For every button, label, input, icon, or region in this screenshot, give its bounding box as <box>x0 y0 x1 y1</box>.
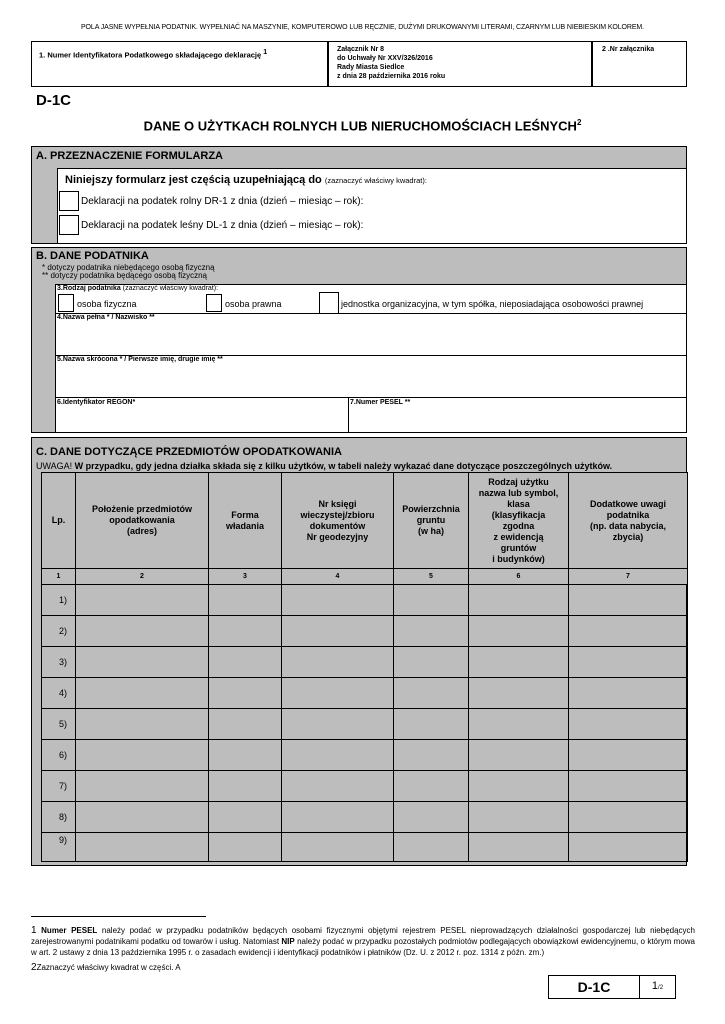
table-row <box>42 616 688 647</box>
checkbox-person[interactable] <box>58 294 74 312</box>
row-number: 4) <box>42 678 76 709</box>
fn1-bold-1: Numer PESEL <box>41 926 98 935</box>
section-b-heading: B. DANE PODATNIKA <box>36 250 149 262</box>
annex-line1: Załącznik Nr 8 <box>337 46 385 53</box>
cell-area[interactable] <box>394 771 469 802</box>
page-number: 1 <box>651 980 659 992</box>
cell-area[interactable] <box>394 616 469 647</box>
col-header-land-register: Nr księgi wieczystej/zbioru dokumentów Nr geodezyjny <box>282 473 394 569</box>
row-number: 3) <box>42 647 76 678</box>
cell-remarks[interactable] <box>569 647 688 678</box>
field6-label: 6.Identyfikator REGON* <box>57 399 136 406</box>
table-row <box>42 833 688 862</box>
table-row <box>42 771 688 802</box>
cell-area[interactable] <box>394 647 469 678</box>
cell-ownership[interactable] <box>209 802 282 833</box>
cell-ownership[interactable] <box>209 740 282 771</box>
table-row <box>42 585 688 616</box>
cell-land-type[interactable] <box>469 678 569 709</box>
col-header-location: Położenie przedmiotów opodatkowania (adres) <box>76 473 209 569</box>
checkbox-org[interactable] <box>319 292 339 314</box>
pesel-field[interactable] <box>348 397 687 433</box>
annex-line2: do Uchwały Nr XXV/326/2016 <box>337 55 433 62</box>
cell-area[interactable] <box>394 709 469 740</box>
bottom-form-code: D-1C <box>577 979 611 995</box>
footnote-2 <box>31 962 181 973</box>
cell-land-type[interactable] <box>469 585 569 616</box>
cell-ownership[interactable] <box>209 833 282 862</box>
cell-land-type[interactable] <box>469 616 569 647</box>
cell-land-register[interactable] <box>282 585 394 616</box>
col-number: 3 <box>209 569 282 585</box>
field4-label: 4.Nazwa pełna * / Nazwisko ** <box>57 314 155 321</box>
fn2-text: Zaznaczyć właściwy kwadrat w części. A <box>36 963 181 972</box>
note-person: ** dotyczy podatnika będącego osobą fizyczną <box>42 271 207 280</box>
cell-land-type[interactable] <box>469 771 569 802</box>
col-number: 7 <box>569 569 688 585</box>
cell-area[interactable] <box>394 833 469 862</box>
option-dl1-label: Deklaracji na podatek leśny DL-1 z dnia (dzień – miesiąc – rok): <box>81 220 364 231</box>
fn1-bold-2: NIP <box>281 937 295 946</box>
cell-land-register[interactable] <box>282 678 394 709</box>
cell-area[interactable] <box>394 678 469 709</box>
cell-ownership[interactable] <box>209 616 282 647</box>
cell-location[interactable] <box>76 585 209 616</box>
cell-land-register[interactable] <box>282 647 394 678</box>
col-header-land-type: Rodzaj użytku nazwa lub symbol, klasa (klasyfikacja zgodna z ewidencją gruntów i budynków) <box>469 473 569 569</box>
page-title-sup: 2 <box>576 118 582 127</box>
fn1-mark: 1 <box>31 925 37 936</box>
form-code: D-1C <box>36 92 72 109</box>
page-title-text: DANE O UŻYTKACH ROLNYCH LUB NIERUCHOMOŚCIACH LEŚNYCH <box>143 118 577 134</box>
cell-location[interactable] <box>76 833 209 862</box>
page-total: /2 <box>658 985 664 991</box>
cell-ownership[interactable] <box>209 678 282 709</box>
table-row <box>42 709 688 740</box>
footnote-divider <box>31 916 206 917</box>
table-row <box>42 647 688 678</box>
cell-remarks[interactable] <box>569 833 688 862</box>
annex-number-label: 2 .Nr załącznika <box>602 46 655 53</box>
col-number: 2 <box>76 569 209 585</box>
row-number: 8) <box>42 802 76 833</box>
cell-location[interactable] <box>76 616 209 647</box>
cell-remarks[interactable] <box>569 740 688 771</box>
cell-remarks[interactable] <box>569 771 688 802</box>
col-number: 4 <box>282 569 394 585</box>
col-number: 6 <box>469 569 569 585</box>
cell-location[interactable] <box>76 740 209 771</box>
nip-field[interactable] <box>31 41 328 87</box>
column-number-row <box>42 569 688 585</box>
col-header-remarks: Dodatkowe uwagi podatnika (np. data nabycia, zbycia) <box>569 473 688 569</box>
cell-ownership[interactable] <box>209 709 282 740</box>
parcels-table <box>41 472 688 862</box>
nip-sup: 1 <box>263 49 268 56</box>
field7-label: 7.Numer PESEL ** <box>350 399 411 406</box>
option-legal-label: osoba prawna <box>225 299 282 309</box>
option-person-label: osoba fizyczna <box>77 299 137 309</box>
bottom-code-box <box>548 975 640 999</box>
full-name-field[interactable] <box>55 313 687 356</box>
cell-location[interactable] <box>76 802 209 833</box>
cell-remarks[interactable] <box>569 585 688 616</box>
field3-label: 3.Rodzaj podatnika <box>57 285 121 292</box>
cell-remarks[interactable] <box>569 616 688 647</box>
annex-line3: Rady Miasta Siedlce <box>337 64 405 71</box>
col-header-area: Powierzchnia gruntu (w ha) <box>394 473 469 569</box>
top-instruction: POLA JASNE WYPEŁNIA PODATNIK. WYPEŁNIAĆ NA MASZYNIE, KOMPUTEROWO LUB RĘCZNIE, DUŻYMI DRUKOWANYMI LITERAMI, CZARNYM LUB NIEBIESKIM KOLOREM. <box>80 24 644 31</box>
nip-label: 1. Numer Identyfikatora Podatkowego składającego deklarację <box>39 50 262 60</box>
cell-area[interactable] <box>394 802 469 833</box>
cell-area[interactable] <box>394 740 469 771</box>
cell-land-register[interactable] <box>282 709 394 740</box>
footnote-1 <box>31 925 695 958</box>
option-org-label: jednostka organizacyjna, w tym spółka, nieposiadająca osobowości prawnej <box>341 299 644 309</box>
row-number: 6) <box>42 740 76 771</box>
cell-land-type[interactable] <box>469 833 569 862</box>
page-title <box>0 118 725 133</box>
cell-land-register[interactable] <box>282 833 394 862</box>
purpose-intro: Niniejszy formularz jest częścią uzupełniającą do <box>65 174 322 186</box>
cell-remarks[interactable] <box>569 678 688 709</box>
fn2-mark: 2 <box>31 962 37 973</box>
col-header-ownership: Forma władania <box>209 473 282 569</box>
row-number: 9) <box>42 833 76 862</box>
cell-land-type[interactable] <box>469 709 569 740</box>
cell-land-register[interactable] <box>282 771 394 802</box>
cell-land-type[interactable] <box>469 802 569 833</box>
cell-land-register[interactable] <box>282 802 394 833</box>
col-number: 5 <box>394 569 469 585</box>
warning-text: W przypadku, gdy jedna działka składa się z kilku użytków, w tabeli należy wykazać dane dotyczące poszczególnych użytków. <box>72 461 613 471</box>
warning-prefix: UWAGA! <box>36 461 73 471</box>
checkbox-legal[interactable] <box>206 294 222 312</box>
cell-remarks[interactable] <box>569 709 688 740</box>
cell-remarks[interactable] <box>569 802 688 833</box>
checkbox-dl1[interactable] <box>59 215 79 235</box>
col-number: 1 <box>42 569 76 585</box>
cell-land-type[interactable] <box>469 647 569 678</box>
row-number: 1) <box>42 585 76 616</box>
field3-note: (zaznaczyć właściwy kwadrat): <box>122 285 219 292</box>
purpose-intro-note: (zaznaczyć właściwy kwadrat): <box>324 176 427 185</box>
table-row <box>42 802 688 833</box>
row-number: 5) <box>42 709 76 740</box>
row-number: 2) <box>42 616 76 647</box>
row-number: 7) <box>42 771 76 802</box>
table-row <box>42 678 688 709</box>
cell-location[interactable] <box>76 647 209 678</box>
cell-land-type[interactable] <box>469 740 569 771</box>
col-header-lp: Lp. <box>42 473 76 569</box>
warning <box>36 461 612 471</box>
table-row <box>42 740 688 771</box>
annex-box <box>328 41 592 87</box>
cell-area[interactable] <box>394 585 469 616</box>
page-number-box <box>639 975 676 999</box>
table-header-row <box>42 473 688 569</box>
section-c-heading: C. DANE DOTYCZĄCE PRZEDMIOTÓW OPODATKOWANIA <box>36 446 342 458</box>
taxpayer-type-field <box>55 284 687 314</box>
cell-location[interactable] <box>76 678 209 709</box>
section-a-heading: A. PRZEZNACZENIE FORMULARZA <box>36 150 223 162</box>
fn1-text-1: należy podać w przypadku podatników będących osobami fizycznymi objętymi rejestrem PESEL nieprowadzących działalności gospodarczej lub niebędących zarejestrowanymi podatnikami podatku od towarów i usług. Natomiast <box>31 926 696 946</box>
regon-field[interactable] <box>55 397 349 433</box>
checkbox-dr1[interactable] <box>59 191 79 211</box>
cell-ownership[interactable] <box>209 585 282 616</box>
note-legal: * dotyczy podatnika niebędącego osobą fizyczną <box>42 263 215 272</box>
annex-number-field[interactable] <box>592 41 687 87</box>
option-dr1-label: Deklaracji na podatek rolny DR-1 z dnia (dzień – miesiąc – rok): <box>81 196 364 207</box>
fn1-text-2: należy podać w przypadku pozostałych podmiotów podlegających obowiązkowi ewidencyjnemu, o którym mowa w art. 2 ustawy z dnia 13 października 1995 r. o zasadach ewidencji i identyfikacji podatników i płatników (Dz. U. z 2012 r. poz. 1314 z późn. zm.) <box>31 937 696 957</box>
cell-ownership[interactable] <box>209 647 282 678</box>
cell-ownership[interactable] <box>209 771 282 802</box>
cell-land-register[interactable] <box>282 616 394 647</box>
annex-line4: z dnia 28 października 2016 roku <box>337 73 446 80</box>
field5-label: 5.Nazwa skrócona * / Pierwsze imię, drugie imię ** <box>57 356 223 363</box>
cell-location[interactable] <box>76 771 209 802</box>
short-name-field[interactable] <box>55 355 687 398</box>
cell-land-register[interactable] <box>282 740 394 771</box>
cell-location[interactable] <box>76 709 209 740</box>
purpose-field <box>57 168 687 244</box>
